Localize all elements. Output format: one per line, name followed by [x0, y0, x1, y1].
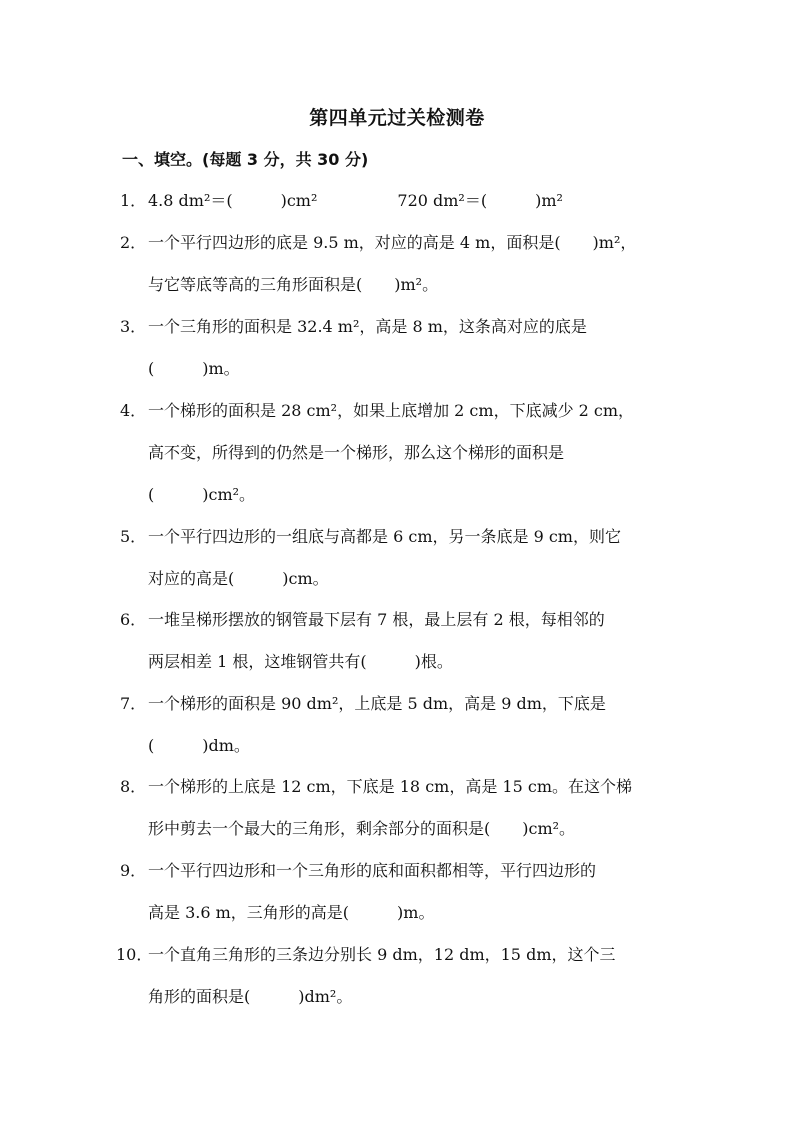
question-9-line-2: 高是 3.6 m，三角形的高是( )m。 — [148, 903, 435, 922]
question-7-line-1: 一个梯形的面积是 90 dm²，上底是 5 dm，高是 9 dm，下底是 — [148, 694, 606, 713]
question-7-line-2: ( )dm。 — [148, 736, 250, 755]
question-5-line-2: 对应的高是( )cm。 — [148, 569, 329, 588]
question-5-number: 5． — [120, 527, 147, 546]
question-2-line-1: 一个平行四边形的底是 9.5 m，对应的高是 4 m，面积是( )m²， — [148, 233, 637, 252]
question-2-number: 2． — [120, 233, 147, 252]
page-title: 第四单元过关检测卷 — [309, 107, 485, 129]
question-3-line-2: ( )m。 — [148, 359, 240, 378]
section-heading: 一、填空。(每题 3 分，共 30 分) — [122, 150, 369, 169]
question-2-line-2: 与它等底等高的三角形面积是( )m²。 — [148, 275, 439, 294]
question-4-line-2: 高不变，所得到的仍然是一个梯形，那么这个梯形的面积是 — [148, 443, 565, 462]
question-8-line-1: 一个梯形的上底是 12 cm，下底是 18 cm，高是 15 cm。在这个梯 — [148, 777, 632, 796]
question-9-line-1: 一个平行四边形和一个三角形的底和面积都相等，平行四边形的 — [148, 861, 597, 880]
question-1-line-1: 4.8 dm²＝( )cm² 720 dm²＝( )m² — [148, 191, 563, 210]
question-3-number: 3． — [120, 317, 147, 336]
question-4-line-1: 一个梯形的面积是 28 cm²，如果上底增加 2 cm，下底减少 2 cm， — [148, 401, 635, 420]
question-7-number: 7． — [120, 694, 147, 713]
question-6-number: 6． — [120, 610, 147, 629]
question-8-number: 8． — [120, 777, 147, 796]
question-10-number: 10． — [116, 945, 153, 964]
question-6-line-2: 两层相差 1 根，这堆钢管共有( )根。 — [148, 652, 453, 671]
question-4-line-3: ( )cm²。 — [148, 485, 256, 504]
question-3-line-1: 一个三角形的面积是 32.4 m²，高是 8 m，这条高对应的底是 — [148, 317, 587, 336]
question-9-number: 9． — [120, 861, 147, 880]
question-8-line-2: 形中剪去一个最大的三角形，剩余部分的面积是( )cm²。 — [148, 819, 576, 838]
question-4-number: 4． — [120, 401, 147, 420]
question-10-line-2: 角形的面积是( )dm²。 — [148, 987, 353, 1006]
question-1-number: 1． — [120, 191, 147, 210]
question-6-line-1: 一堆呈梯形摆放的钢管最下层有 7 根，最上层有 2 根，每相邻的 — [148, 610, 605, 629]
question-5-line-1: 一个平行四边形的一组底与高都是 6 cm，另一条底是 9 cm，则它 — [148, 527, 621, 546]
question-10-line-1: 一个直角三角形的三条边分别长 9 dm，12 dm，15 dm，这个三 — [148, 945, 616, 964]
